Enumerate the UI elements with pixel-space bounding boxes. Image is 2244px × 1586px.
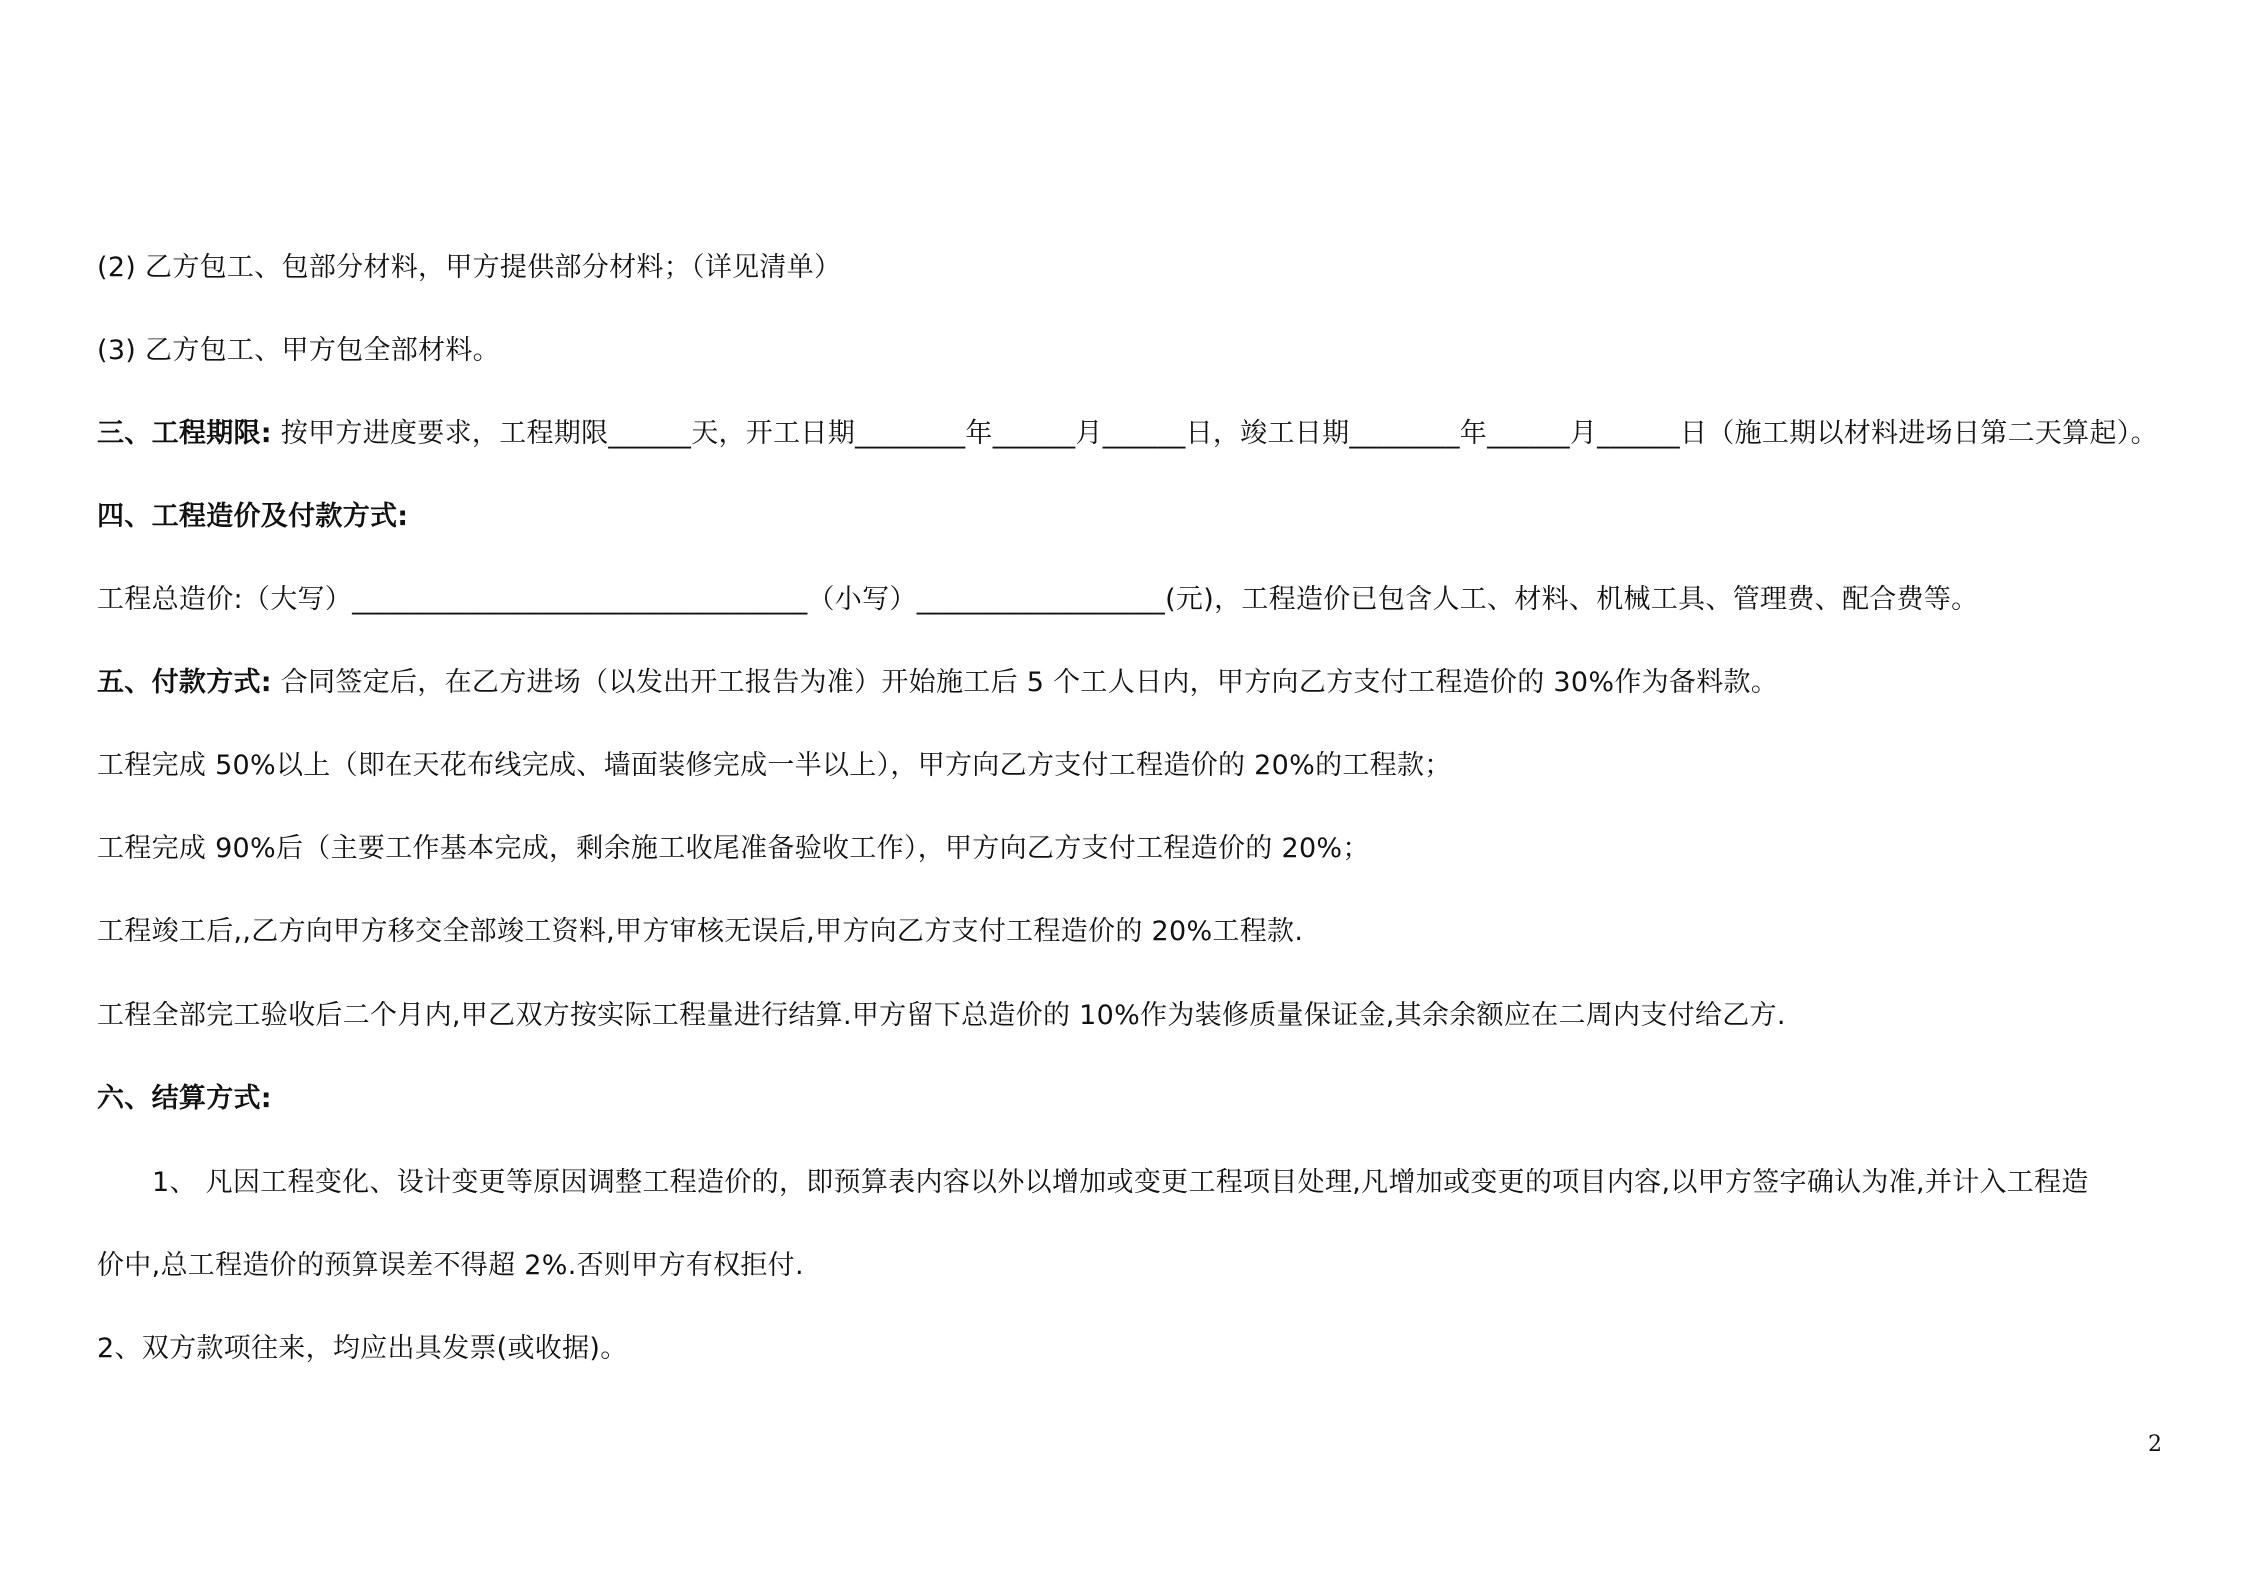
payment-completion-text: 工程竣工后,,乙方向甲方移交全部竣工资料,甲方审核无误后,甲方向乙方支付工程造价的 20%工程款.: [97, 916, 1304, 947]
section-4-heading: 四、工程造价及付款方式:: [97, 501, 409, 532]
item-2-text: (2) 乙方包工、包部分材料，甲方提供部分材料；（详见清单）: [97, 252, 842, 283]
section-5-text: 合同签定后，在乙方进场（以发出开工报告为准）开始施工后 5 个工人日内，甲方向乙方支付工程造价的 30%作为备料款。: [271, 667, 1779, 698]
payment-90-text: 工程完成 90%后（主要工作基本完成，剩余施工收尾准备验收工作），甲方向乙方支付工程造价的 20%；: [97, 833, 1370, 864]
clause-2-text: 2、双方款项往来，均应出具发票(或收据)。: [97, 1333, 628, 1364]
clause-1-line-1: 1、 凡因工程变化、设计变更等原因调整工程造价的，即预算表内容以外以增加或变更工程项目处理,凡增加或变更的项目内容,以甲方签字确认为准,并计入工程造: [152, 1167, 2089, 1198]
payment-50-text: 工程完成 50%以上（即在天花布线完成、墙面装修完成一半以上），甲方向乙方支付工程造价的 20%的工程款；: [97, 750, 1452, 781]
section-5-paragraph: [97, 663, 1778, 703]
clause-1-line-2: 价中,总工程造价的预算误差不得超 2%.否则甲方有权拒付.: [97, 1250, 804, 1281]
section-3-text: 按甲方进度要求，工程期限______天，开工日期________年______月______日，竣工日期________年______月______日（施工期以材料进场日第二天算起）。: [271, 418, 2158, 449]
section-3-paragraph: [97, 414, 2158, 454]
page-number: 2: [2148, 1432, 2162, 1457]
section-3-heading: 三、工程期限:: [97, 418, 272, 449]
total-price-text: 工程总造价:（大写）_________________________________（小写）__________________(元)，工程造价已包含人工、材料、机械工具、管理费、配合费等。: [97, 584, 1979, 615]
item-3-text: (3) 乙方包工、甲方包全部材料。: [97, 335, 500, 366]
section-5-heading: 五、付款方式:: [97, 667, 272, 698]
payment-final-text: 工程全部完工验收后二个月内,甲乙双方按实际工程量进行结算.甲方留下总造价的 10%作为装修质量保证金,其余余额应在二周内支付给乙方.: [97, 1000, 1786, 1031]
section-6-heading: 六、结算方式:: [97, 1083, 272, 1114]
